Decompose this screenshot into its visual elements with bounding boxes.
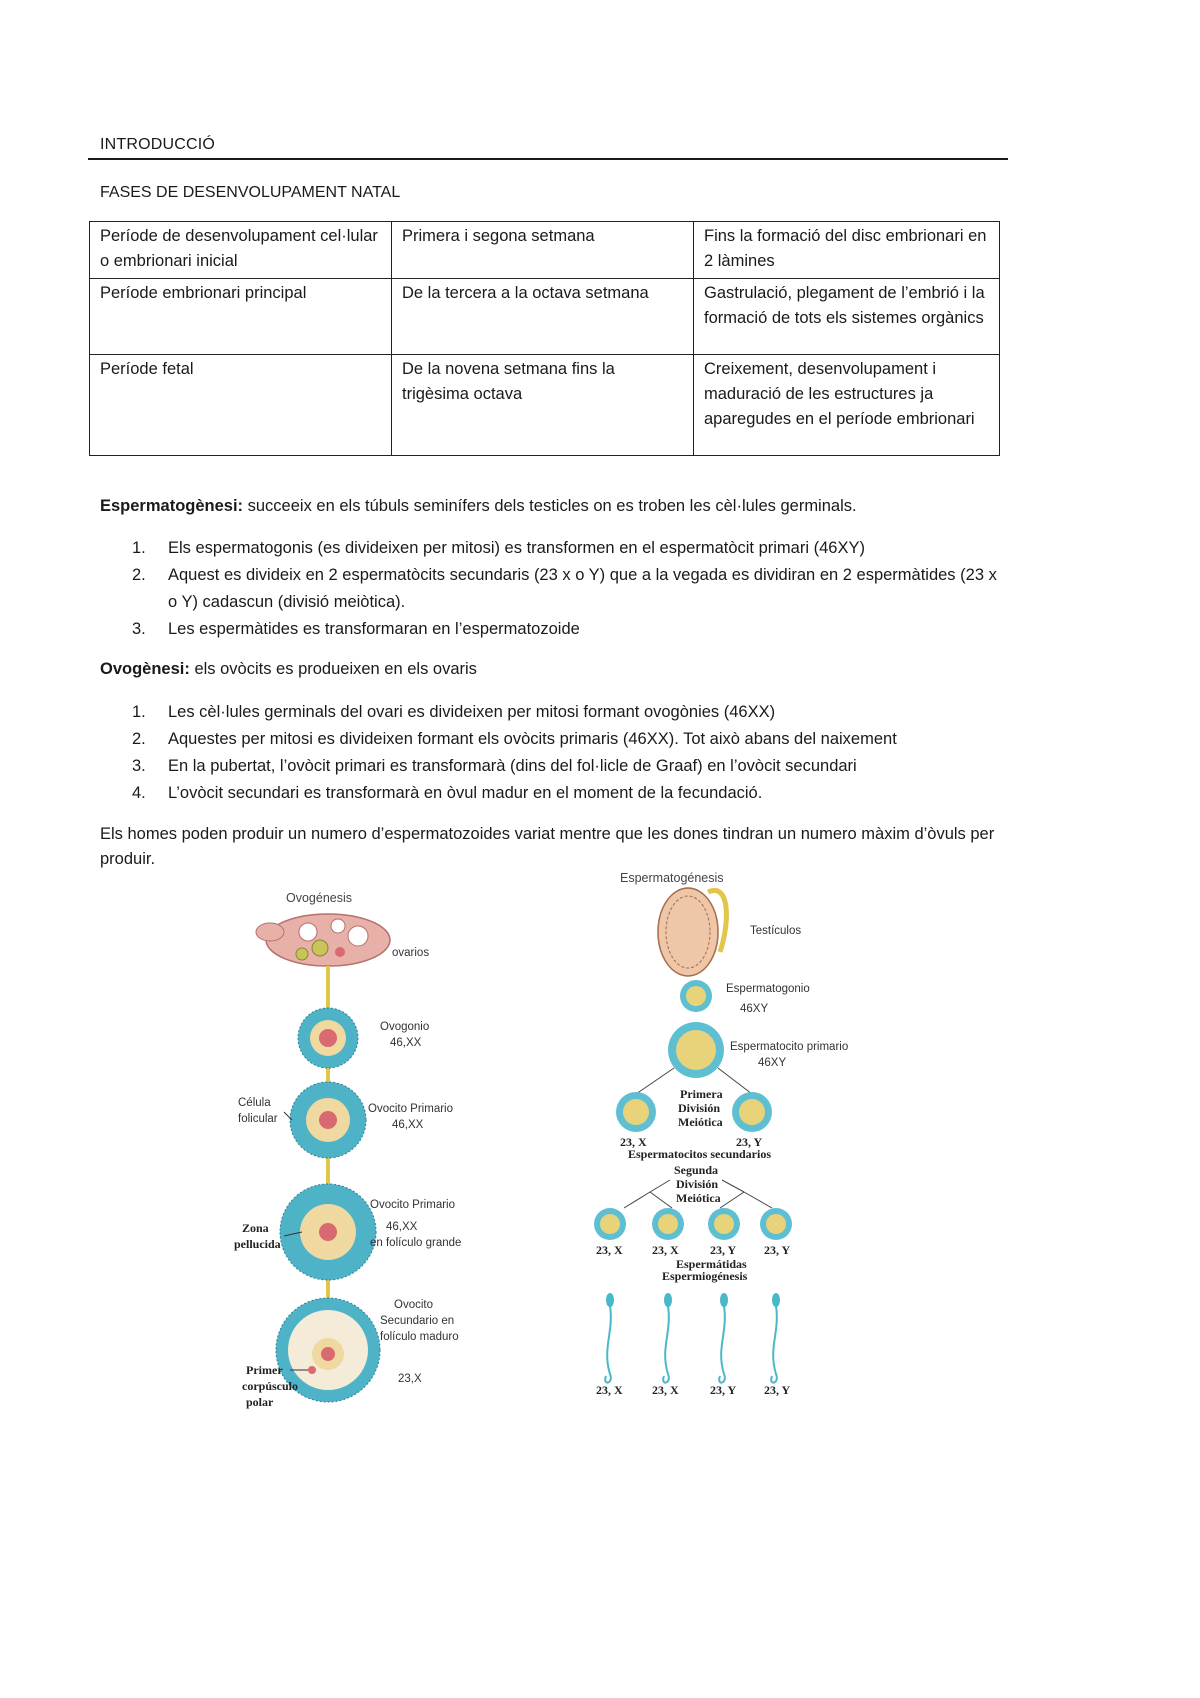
table-heading: FASES DE DESENVOLUPAMENT NATAL [100, 184, 401, 201]
svg-text:23, X: 23, X [620, 1135, 647, 1149]
list-item: 3. Les espermàtides es transformaran en l’espermatozoide [132, 620, 580, 638]
svg-text:División: División [678, 1101, 721, 1115]
primary-spermatocyte-cell [668, 1022, 724, 1078]
closing-paragraph: Els homes poden produir un numero d’espermatozoides variat mentre que les dones tindran un numero màxim d’òvuls per produir. [100, 825, 995, 868]
svg-text:pellucida: pellucida [234, 1237, 281, 1251]
spermatogenesis-intro [100, 494, 1000, 519]
title-divider [88, 158, 1008, 160]
espermatogenesis-diagram [580, 862, 880, 1402]
svg-text:23, X: 23, X [652, 1383, 679, 1397]
spermatogenesis-list [100, 535, 1000, 643]
primary-oocyte-follicle [280, 1184, 376, 1280]
section-title: INTRODUCCIÓ [100, 136, 216, 153]
table-row [90, 279, 1000, 355]
spermatozoa [605, 1294, 779, 1383]
svg-text:23, X: 23, X [596, 1243, 623, 1257]
list-item: 3. En la pubertat, l’ovòcit primari es transformarà (dins del fol·licle de Graaf) en l’ovòcit secundari [132, 757, 857, 775]
svg-text:23, X: 23, X [596, 1383, 623, 1397]
svg-text:46XY: 46XY [740, 1003, 769, 1015]
ovogenesis-diagram [220, 880, 480, 1410]
table-cell: Gastrulació, plegament de l’embrió i la formació de tots els sistemes orgànics [694, 279, 1000, 355]
svg-text:Testículos: Testículos [750, 925, 802, 937]
list-item: 1. Les cèl·lules germinals del ovari es divideixen per mitosi formant ovogònies (46XX) [132, 703, 776, 721]
table-cell: Primera i segona setmana [392, 222, 694, 279]
svg-text:Célula: Célula [238, 1097, 271, 1109]
svg-text:folículo maduro: folículo maduro [380, 1331, 459, 1343]
svg-text:en folículo grande: en folículo grande [370, 1237, 462, 1249]
svg-text:23, Y: 23, Y [710, 1243, 737, 1257]
table-cell: De la tercera a la octava setmana [392, 279, 694, 355]
table-cell: De la novena setmana fins la trigèsima octava [392, 355, 694, 456]
svg-text:División: División [676, 1177, 719, 1191]
oogenesis-term: Ovogènesi: [100, 660, 190, 678]
diagram-title: Espermatogénesis [620, 871, 724, 885]
list-item: 2. Aquest es divideix en 2 espermatòcits secundaris (23 x o Y) que a la vegada es dividiran en 2 espermàtides (23 x o Y) cadascun (divisió meiòtica). [132, 566, 997, 611]
svg-text:23,X: 23,X [398, 1373, 422, 1385]
ovogonium-cell [298, 1008, 358, 1068]
svg-text:Meiótica: Meiótica [676, 1191, 721, 1205]
svg-text:46,XX: 46,XX [392, 1119, 424, 1131]
table-cell: Creixement, desenvolupament i maduració de les estructures ja aparegudes en el període embrionari [694, 355, 1000, 456]
spermatogenesis-term: Espermatogènesi: [100, 497, 244, 515]
svg-text:23, X: 23, X [652, 1243, 679, 1257]
svg-text:Espermatogonio: Espermatogonio [726, 983, 810, 995]
list-item: 2. Aquestes per mitosi es divideixen formant els ovòcits primaris (46XX). Tot això abans del naixement [132, 730, 897, 748]
table-cell: Període de desenvolupament cel·lular o embrionari inicial [90, 222, 392, 279]
spermatogonium-cell [680, 980, 712, 1012]
list-item: 1. Els espermatogonis (es divideixen per mitosi) es transformen en el espermatòcit primari (46XY) [132, 539, 865, 557]
svg-text:46XY: 46XY [758, 1057, 787, 1069]
oogenesis-list [100, 699, 1000, 807]
svg-text:23, Y: 23, Y [764, 1243, 791, 1257]
svg-text:Ovocito: Ovocito [394, 1299, 433, 1311]
svg-text:Espermatocitos secundarios: Espermatocitos secundarios [628, 1147, 771, 1161]
svg-text:Secundario en: Secundario en [380, 1315, 455, 1327]
svg-text:Zona: Zona [242, 1221, 269, 1235]
svg-text:Primer: Primer [246, 1363, 283, 1377]
svg-text:Meiótica: Meiótica [678, 1115, 723, 1129]
spermatogenesis-text: succeeix en els túbuls seminífers dels testicles on es troben les cèl·lules germinals. [243, 497, 857, 515]
svg-text:23, Y: 23, Y [710, 1383, 737, 1397]
spermatid-cells [594, 1208, 792, 1240]
primary-oocyte-cell [290, 1082, 366, 1158]
svg-text:Primera: Primera [680, 1087, 723, 1101]
oogenesis-text: els ovòcits es produeixen en els ovaris [189, 660, 477, 678]
svg-text:23, Y: 23, Y [736, 1135, 763, 1149]
table-cell: Fins la formació del disc embrionari en 2 làmines [694, 222, 1000, 279]
testicle-illustration [658, 888, 726, 976]
svg-text:Espermatocito primario: Espermatocito primario [730, 1041, 849, 1053]
svg-text:46,XX: 46,XX [386, 1221, 418, 1233]
table-row [90, 355, 1000, 456]
oogenesis-intro [100, 657, 1000, 682]
table-cell: Període embrionari principal [90, 279, 392, 355]
svg-text:Ovogonio: Ovogonio [380, 1021, 430, 1033]
phases-table [89, 221, 1000, 456]
svg-text:Segunda: Segunda [674, 1163, 719, 1177]
svg-text:Ovocito Primario: Ovocito Primario [370, 1199, 455, 1211]
diagram-title: Ovogénesis [286, 891, 353, 905]
svg-text:Espermátidas: Espermátidas [676, 1257, 747, 1271]
svg-text:ovarios: ovarios [392, 947, 430, 959]
table-cell: Període fetal [90, 355, 392, 456]
table-row [90, 222, 1000, 279]
svg-text:Espermiogénesis: Espermiogénesis [662, 1269, 748, 1283]
svg-text:Ovocito Primario: Ovocito Primario [368, 1103, 453, 1115]
svg-text:23, Y: 23, Y [764, 1383, 791, 1397]
list-item: 4. L’ovòcit secundari es transformarà en òvul madur en el moment de la fecundació. [132, 784, 763, 802]
svg-text:polar: polar [246, 1395, 274, 1409]
ovary-illustration [256, 914, 390, 966]
svg-text:46,XX: 46,XX [390, 1037, 422, 1049]
svg-text:folicular: folicular [238, 1113, 278, 1125]
svg-text:corpúsculo: corpúsculo [242, 1379, 299, 1393]
